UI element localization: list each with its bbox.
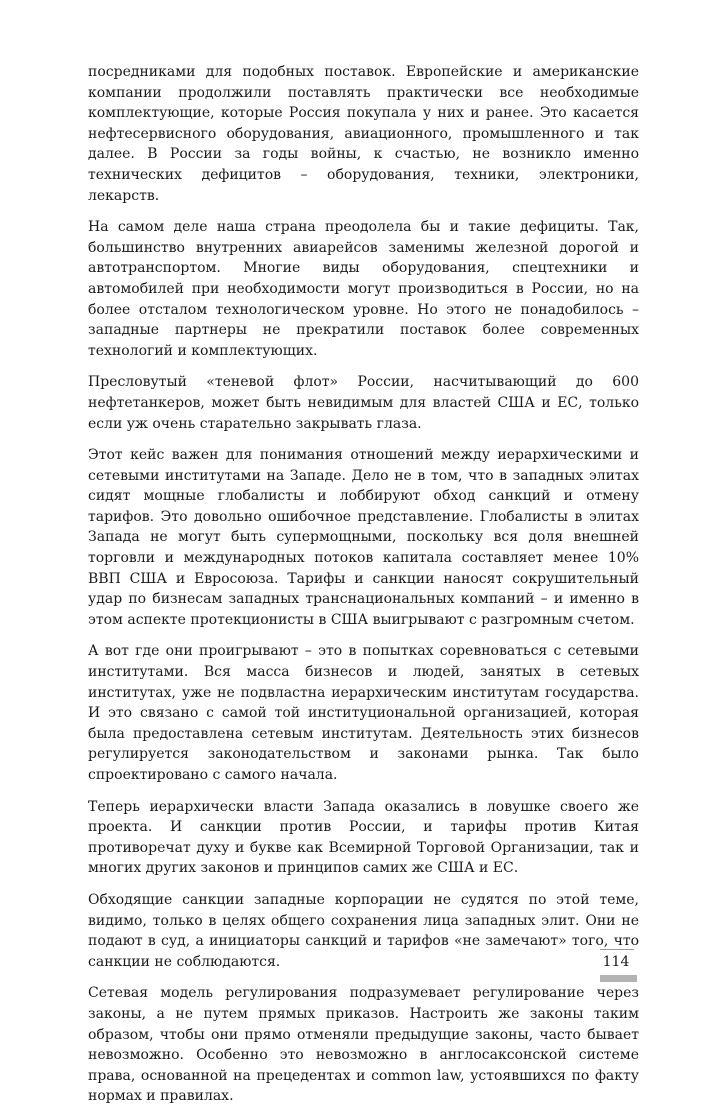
paragraph-5: А вот где они проигрывают – это в попытках соревноваться с сетевыми институтами. Вся масса бизнесов и людей, занятых в сетевых институтах, уже не подвластна иерархическим институтам государства. И это связано с самой той институциональной организацией, которая была предоставлена сетевым институтам. Деятельность этих бизнесов регулируется законодательством и законами рынка. Так было спроектировано с самого начала. — [88, 643, 639, 783]
page-number-rule — [600, 949, 634, 950]
paragraph-7: Обходящие санкции западные корпорации не судятся по этой теме, видимо, только в целях общего сохранения лица западных элит. Они не подают в суд, а инициаторы санкций и тарифов «не замечают» того, что санкции не соблюдаются. — [88, 891, 639, 970]
page-number: 114 — [602, 954, 630, 970]
paragraph-1: посредниками для подобных поставок. Европейские и американские компании продолжили поставлять практически все необходимые комплектующие, которые Россия покупала у них и ранее. Это касается нефтесервисного оборудования, авиационного, промышленного и так далее. В России за годы войны, к счастью, не возникло именно технических дефицитов – оборудования, техники, электроники, лекарств. — [88, 64, 639, 204]
paragraph-8: Сетевая модель регулирования подразумевает регулирование через законы, а не путем прямых приказов. Настроить же законы таким образом, чтобы они прямо отменяли предыдущие законы, часто бывает невозможно. Особенно это невозможно в англосаксонской системе права, основанной на прецедентах и common law, устоявшихся по факту нормах и правилах. — [88, 985, 639, 1105]
paragraph-6: Теперь иерархически власти Запада оказались в ловушке своего же проекта. И санкции против России, и тарифы против Китая противоречат духу и букве как Всемирной Торговой Организации, так и многих других законов и принципов самих же США и ЕС. — [88, 798, 639, 877]
page-body — [88, 62, 639, 1118]
paragraph-4: Этот кейс важен для понимания отношений между иерархическими и сетевыми институтами на Западе. Дело не в том, что в западных элитах сидят мощные глобалисты и лоббируют обход санкций и отмену тарифов. Это довольно ошибочное представление. Глобалисты в элитах Запада не могут быть супермощными, поскольку вся доля внешней торговли и международных потоков капитала составляет менее 10% ВВП США и Евросоюза. Тарифы и санкции наносят сокрушительный удар по бизнесам западных транснациональных компаний – и именно в этом аспекте протекционисты в США выигрывают с разгромным счетом. — [88, 447, 639, 628]
paragraph-3: Пресловутый «теневой флот» России, насчитывающий до 600 нефтетанкеров, может быть невидимым для властей США и ЕС, только если уж очень старательно закрывать глаза. — [88, 374, 639, 432]
paragraph-2: На самом деле наша страна преодолела бы и такие дефициты. Так, большинство внутренних авиарейсов заменимы железной дорогой и автотранспортом. Многие виды оборудования, спецтехники и автомобилей при необходимости могут производиться в России, но на более отсталом технологическом уровне. Но этого не понадобилось – западные партнеры не прекратили поставок более современных технологий и комплектующих. — [88, 219, 639, 359]
page-number-bar — [600, 975, 637, 982]
